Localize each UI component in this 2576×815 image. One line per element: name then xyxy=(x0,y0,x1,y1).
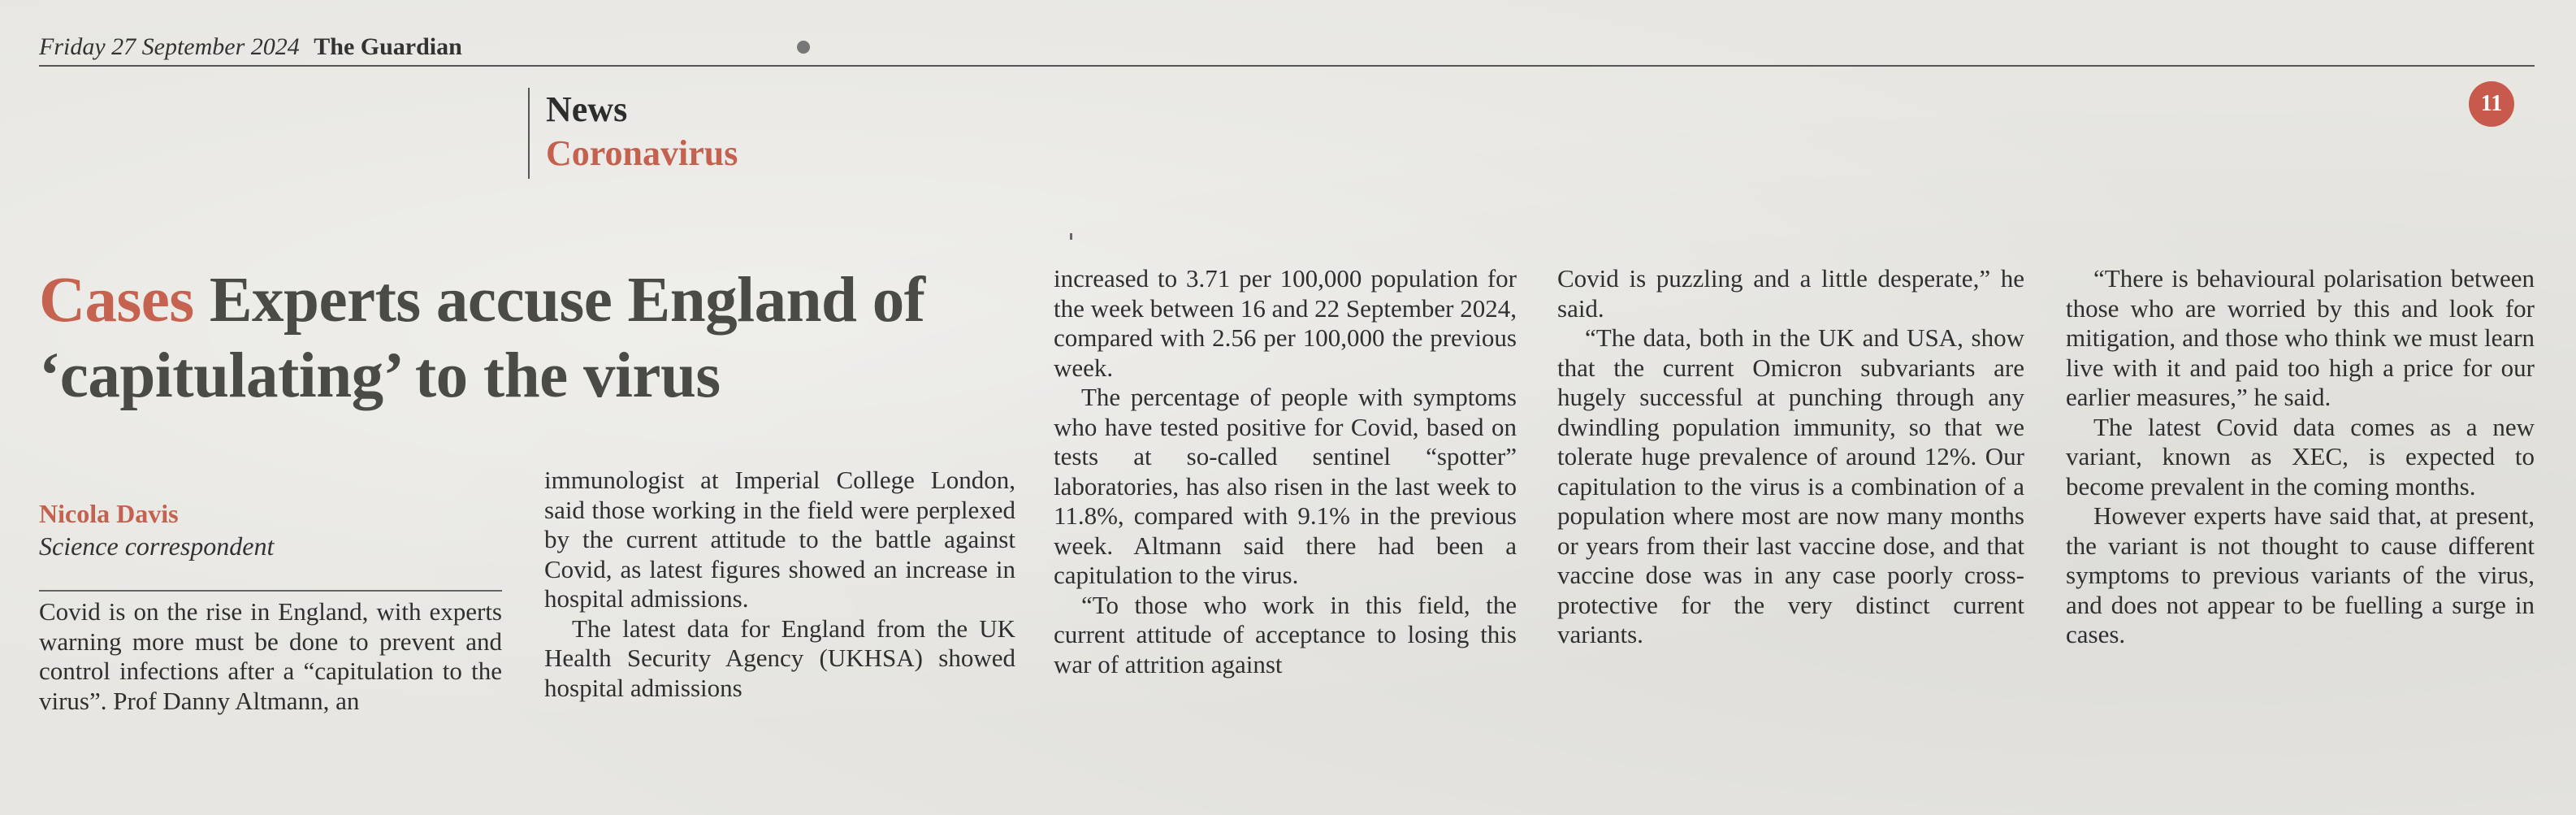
page-number-badge: 11 xyxy=(2469,81,2514,127)
article-column-2 xyxy=(544,466,1015,703)
paragraph: “To those who work in this field, the current attitude of acceptance to losing this war of attrition against xyxy=(1054,590,1517,678)
author-role: Science correspondent xyxy=(39,531,275,561)
page-header xyxy=(39,33,462,62)
headline xyxy=(39,262,1014,414)
paragraph: immunologist at Imperial College London, said those working in the field were perplexed by the current attitude to the battle against Covid, as latest figures showed an increase in hospital admissions. xyxy=(544,466,1015,613)
paragraph: The percentage of people with symptoms who have tested positive for Covid, based on tests at so-called sentinel “spotter” laboratories, has also risen in the last week to 11.8%, compared with 9.1% in the previous week. Altmann said there had been a capitulation to the virus. xyxy=(1054,383,1517,589)
article-column-5 xyxy=(2066,264,2535,650)
section-name: News xyxy=(546,89,628,129)
article-column-1 xyxy=(39,597,502,716)
article-column-3 xyxy=(1054,264,1517,679)
headline-text: Experts accuse England of ‘capitulating’ to the virus xyxy=(39,265,925,411)
section-label xyxy=(528,88,738,179)
newspaper-name: The Guardian xyxy=(314,33,462,60)
registration-dot xyxy=(797,41,810,54)
paragraph: The latest Covid data comes as a new variant, known as XEC, is expected to become prevalent in the coming months. xyxy=(2066,412,2535,501)
paragraph: “The data, both in the UK and USA, show that the current Omicron subvariants are hugely successful at punching through any dwindling population immunity, so that we tolerate huge prevalence of around 12%. Our capitulation to the virus is a combination of a population where most are now many months or years from their last vaccine dose, and that vaccine dose was in any case poorly cross-protective for the very distinct current variants. xyxy=(1557,323,2024,648)
byline-rule xyxy=(39,590,502,592)
print-mark xyxy=(1070,233,1072,240)
headline-kicker: Cases xyxy=(39,265,194,336)
paragraph: Covid is on the rise in England, with experts warning more must be done to prevent and control infections after a “capitulation to the virus”. Prof Danny Altmann, an xyxy=(39,597,502,715)
article-column-4 xyxy=(1557,264,2024,650)
paragraph: The latest data for England from the UK Health Security Agency (UKHSA) showed hospital admissions xyxy=(544,613,1015,702)
subsection-name: Coronavirus xyxy=(546,133,738,173)
paragraph: Covid is puzzling and a little desperate,” he said. xyxy=(1557,264,2024,323)
byline xyxy=(39,497,502,562)
paragraph: However experts have said that, at present, the variant is not thought to cause different symptoms to previous variants of the virus, and does not appear to be fuelling a surge in cases. xyxy=(2066,501,2535,648)
author-name: Nicola Davis xyxy=(39,499,179,528)
paragraph: “There is behavioural polarisation between those who are worried by this and look for mitigation, and those who think we must learn live with it and paid too high a price for our earlier measures,” he said. xyxy=(2066,264,2535,411)
header-rule xyxy=(39,65,2535,67)
paragraph: increased to 3.71 per 100,000 population for the week between 16 and 22 September 2024, compared with 2.56 per 100,000 the previous week. xyxy=(1054,264,1517,382)
issue-date: Friday 27 September 2024 xyxy=(39,33,300,60)
